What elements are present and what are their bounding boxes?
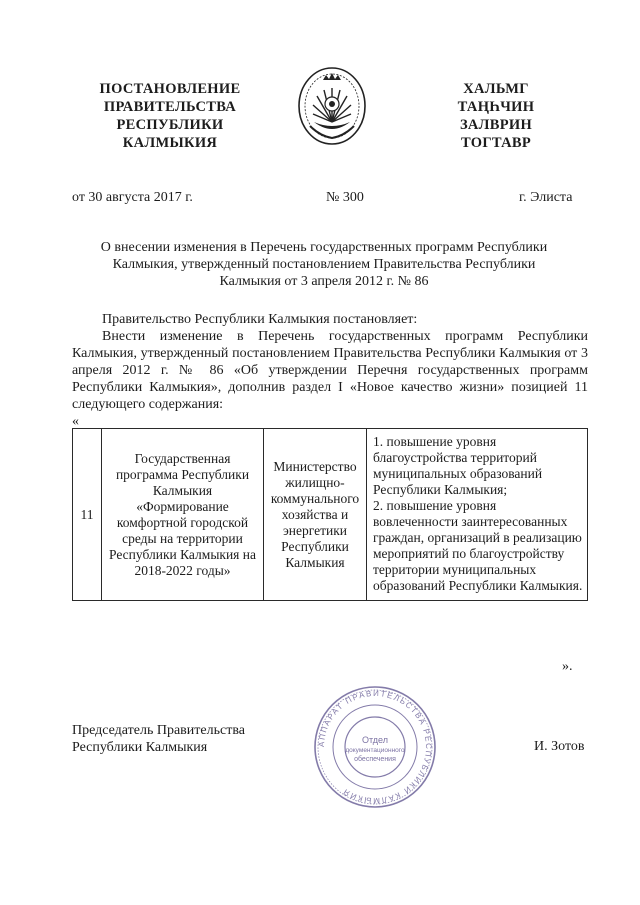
goal-item: 1. повышение уровня благоустройства территорий муниципальных образований Республики Калмыкия;	[373, 434, 543, 497]
svg-text:документационного: документационного	[345, 747, 405, 754]
table-row	[73, 429, 588, 601]
body-intro: Правительство Республики Калмыкия постановляет:	[102, 312, 418, 327]
signatory-title-line: Республики Калмыкия	[72, 740, 208, 755]
header-right-line: ЗАЛВРИН	[459, 117, 533, 133]
header-left-line: РЕСПУБЛИКИ	[116, 117, 224, 133]
table-cell-ministry: Министерство жилищно-коммунального хозяйства и энергетики Республики Калмыкия	[264, 429, 367, 601]
title-line: О внесении изменения в Перечень государственных программ Республики	[100, 240, 548, 255]
signatory-name: И. Зотов	[534, 739, 585, 754]
seal-outer-text: АППАРАТ ПРАВИТЕЛЬСТВА РЕСПУБЛИКИ КАЛМЫКИЯ	[316, 688, 434, 806]
table-cell-program: Государственная программа Республики Калмыкия «Формирование комфортной городской среды на территории Республики Калмыкия на 2018-2022 годы»	[102, 429, 264, 601]
quote-open: «	[72, 414, 79, 429]
signatory-title	[72, 722, 245, 756]
body-paragraph: Внести изменение в Перечень государственных программ Республики Калмыкия, утвержденный постановлением Правительства Республики Калмыкия от 3 апреля 2012 г. № 86 «Об утверждении Перечня государственных программ Республики Калмыкия», дополнив раздел I «Новое качество жизни» позицией 11 следующего содержания:	[72, 329, 588, 412]
table-cell-number: 11	[73, 429, 102, 601]
header-right-line: ТАҢҺЧИН	[457, 99, 535, 115]
document-city: г. Элиста	[519, 190, 573, 205]
header-right-line: ТОГТАВР	[460, 135, 532, 151]
svg-text:Отдел: Отдел	[361, 735, 389, 745]
goal-item: 2. повышение уровня вовлеченности заинтересованных граждан, организаций в реализацию мероприятий по благоустройству территории муниципальных образований Республики Калмыкия.	[373, 498, 583, 593]
quote-close: ».	[562, 659, 573, 674]
signatory-title-line: Председатель Правительства	[72, 723, 245, 738]
header-left-line: КАЛМЫКИЯ	[122, 135, 218, 151]
header-left-title	[70, 80, 270, 152]
coat-of-arms-icon	[296, 66, 368, 148]
title-line: Калмыкия, утвержденный постановлением Правительства Республики	[112, 257, 536, 272]
svg-text:обеспечения: обеспечения	[354, 756, 396, 763]
header-left-line: ПОСТАНОВЛЕНИЕ	[99, 81, 241, 97]
document-number: № 300	[326, 190, 364, 205]
header-left-line: ПРАВИТЕЛЬСТВА	[103, 99, 237, 115]
official-seal-stamp	[313, 685, 437, 809]
header-right-line: ХАЛЬМГ	[463, 81, 529, 97]
title-line: Калмыкия от 3 апреля 2012 г. № 86	[219, 274, 429, 289]
document-title	[80, 239, 568, 290]
document-body	[72, 311, 588, 413]
document-date: от 30 августа 2017 г.	[72, 190, 193, 205]
table-cell-goals	[367, 429, 588, 601]
program-table	[72, 428, 588, 601]
header-right-title	[416, 80, 576, 152]
